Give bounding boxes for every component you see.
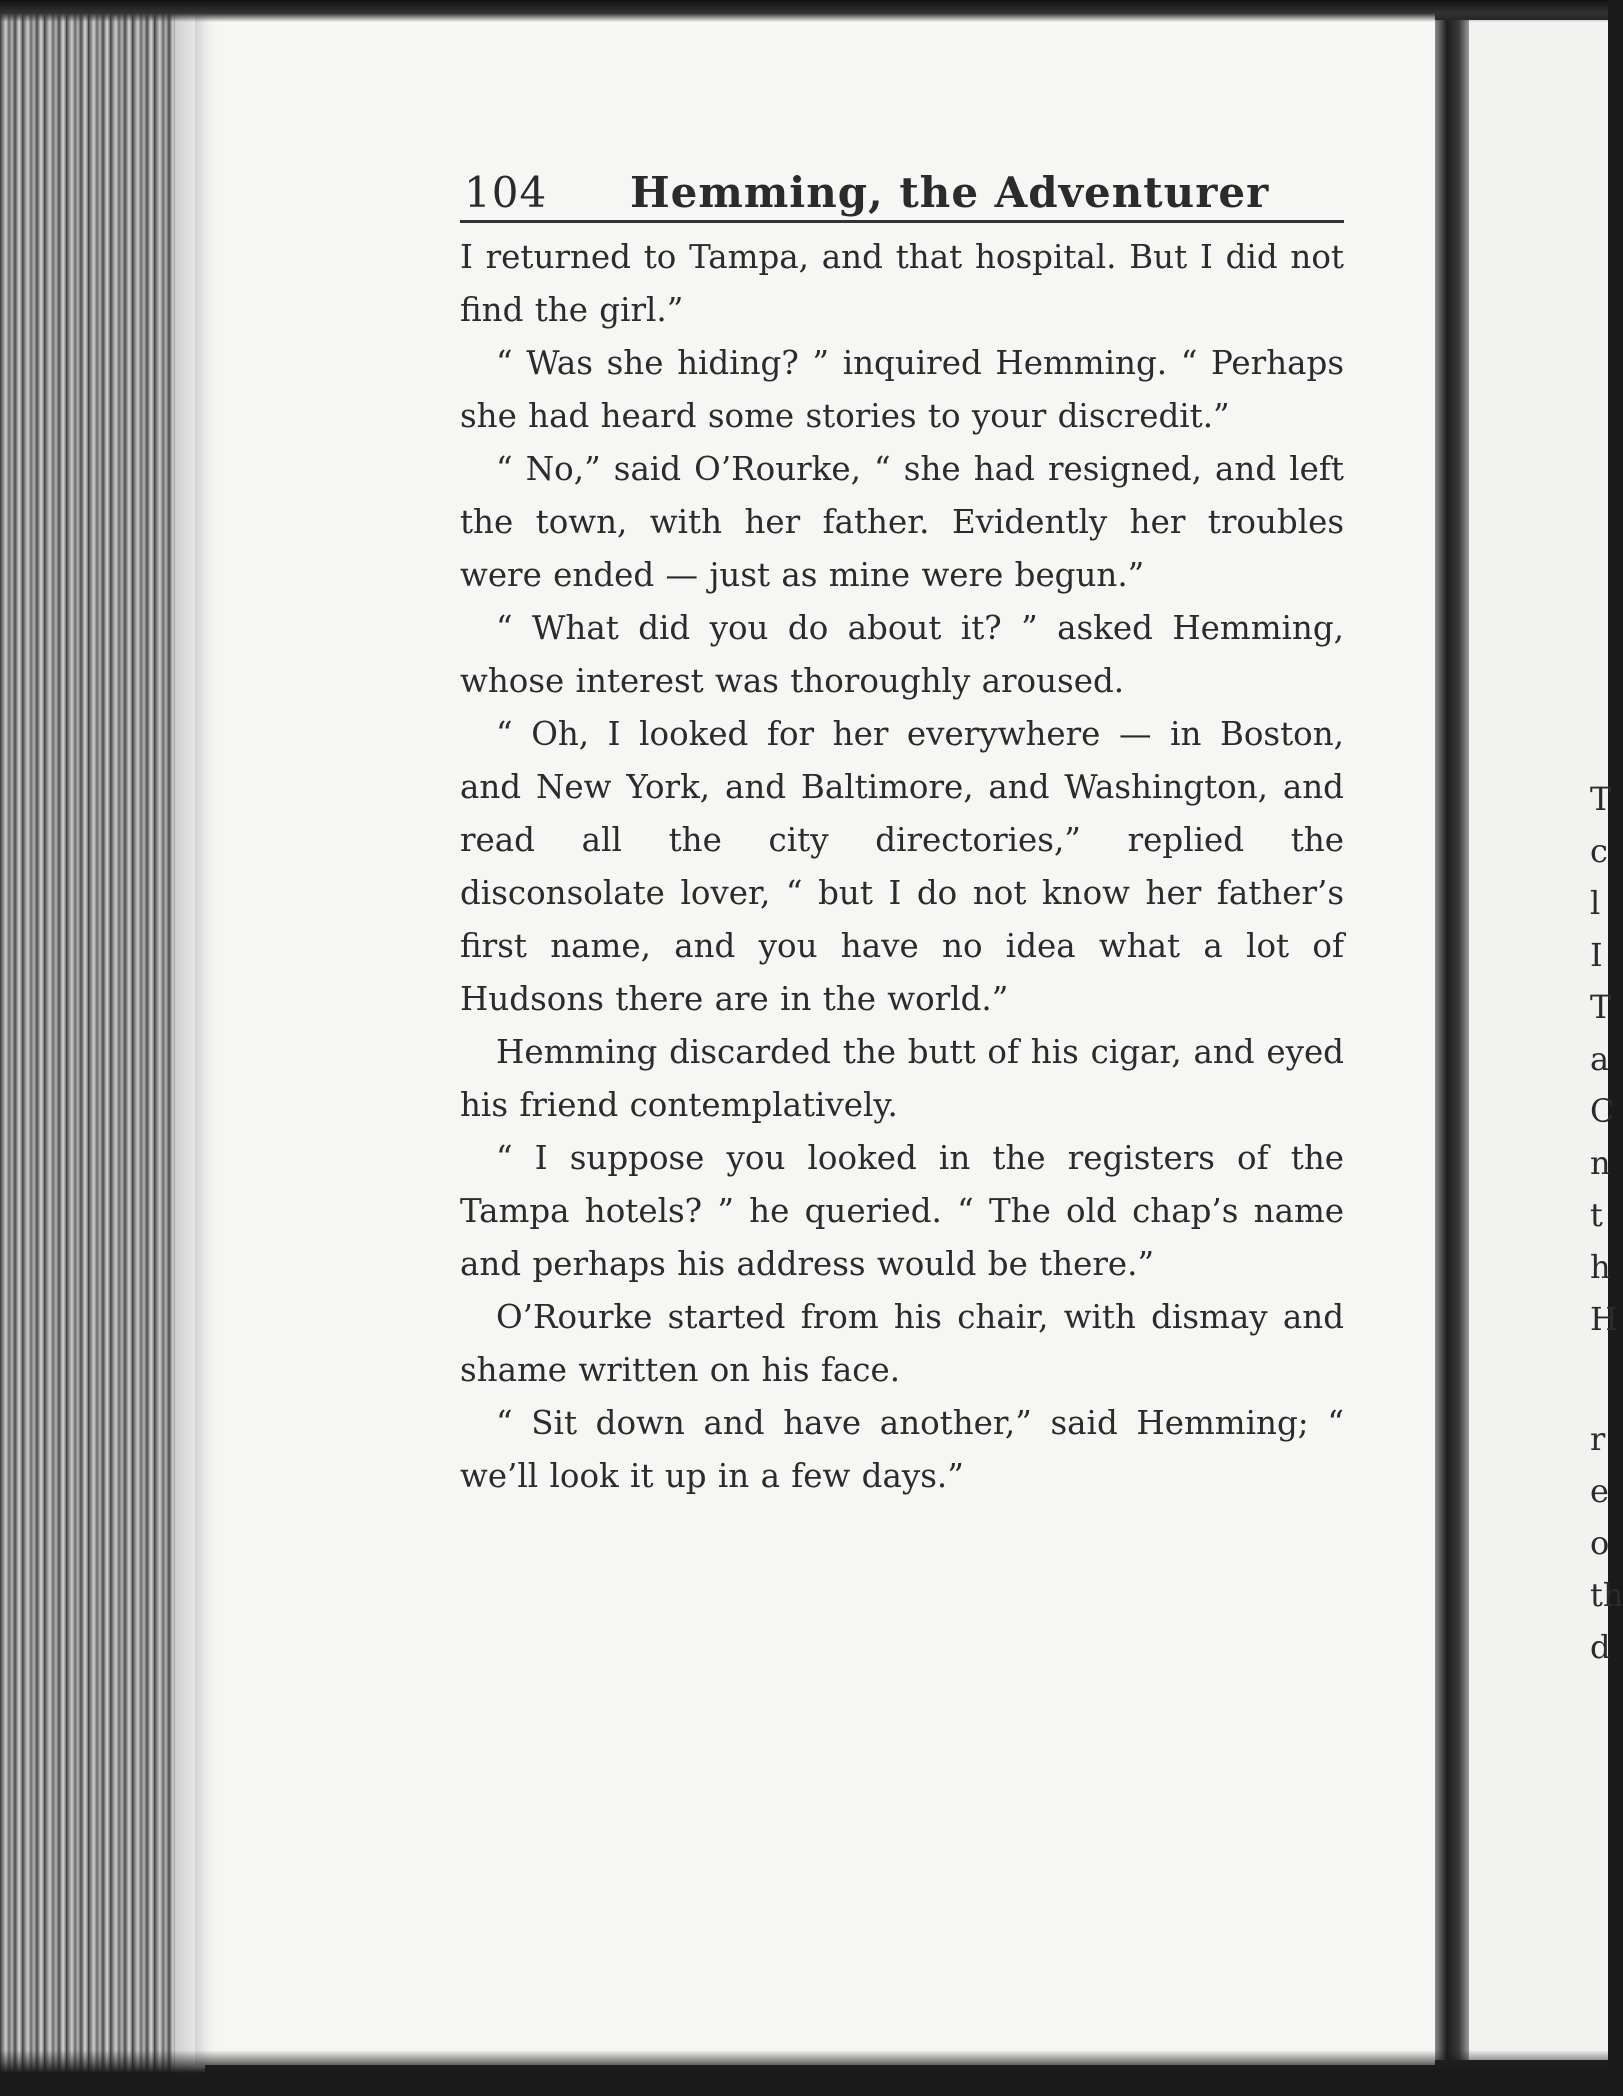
fragment: a <box>1590 1040 1610 1078</box>
fragment: C <box>1590 1092 1615 1130</box>
fragment: th <box>1590 1576 1623 1614</box>
paragraph: “ Sit down and have another,” said Hemming; “ we’ll look it up in a few days.” <box>460 1404 1344 1495</box>
paragraph: “ I suppose you looked in the registers of the Tampa hotels? ” he queried. “ The old chap’s name and perhaps his address would be there.” <box>460 1139 1344 1283</box>
paragraph: Hemming discarded the butt of his cigar, and eyed his friend contemplatively. <box>460 1033 1344 1124</box>
fragment: H <box>1590 1300 1618 1338</box>
paragraph: “ What did you do about it? ” asked Hemming, whose interest was thoroughly aroused. <box>460 609 1344 700</box>
facing-page <box>1469 20 1611 2060</box>
paragraph: “ Oh, I looked for her everywhere — in Boston, and New York, and Baltimore, and Washington, and read all the city directories,” replied the disconsolate lover, “ but I do not know her father’s first name, and you have no idea what a lot of Hudsons there are in the world.” <box>460 715 1344 1018</box>
running-title: Hemming, the Adventurer <box>630 168 1270 217</box>
fragment: d <box>1590 1628 1611 1666</box>
fragment: c <box>1590 832 1608 870</box>
body-text <box>460 231 1344 1503</box>
fragment: t <box>1590 1196 1603 1234</box>
fragment: h <box>1590 1248 1611 1286</box>
fragment: e <box>1590 1472 1609 1510</box>
fragment: I <box>1590 936 1603 974</box>
page-fore-edge <box>0 0 205 2096</box>
fragment: T <box>1590 988 1612 1026</box>
paragraph: I returned to Tampa, and that hospital. But I did not find the girl.” <box>460 238 1344 329</box>
top-shadow <box>0 0 1608 22</box>
page-text-block <box>460 160 1344 1503</box>
fragment: n <box>1590 1144 1611 1182</box>
paragraph: “ No,” said O’Rourke, “ she had resigned, and left the town, with her father. Evidently her troubles were ended — just as mine were begun.” <box>460 450 1344 594</box>
book-gutter <box>1435 20 1469 2060</box>
fragment: l <box>1590 884 1601 922</box>
paragraph: O’Rourke started from his chair, with dismay and shame written on his face. <box>460 1298 1344 1389</box>
paragraph: “ Was she hiding? ” inquired Hemming. “ Perhaps she had heard some stories to your discredit.” <box>460 344 1344 435</box>
fragment: o <box>1590 1524 1610 1562</box>
bottom-shadow <box>0 2050 1608 2096</box>
fragment: r <box>1590 1420 1606 1458</box>
running-head <box>460 160 1344 223</box>
fragment: T <box>1590 780 1612 818</box>
page-number: 104 <box>464 168 548 217</box>
